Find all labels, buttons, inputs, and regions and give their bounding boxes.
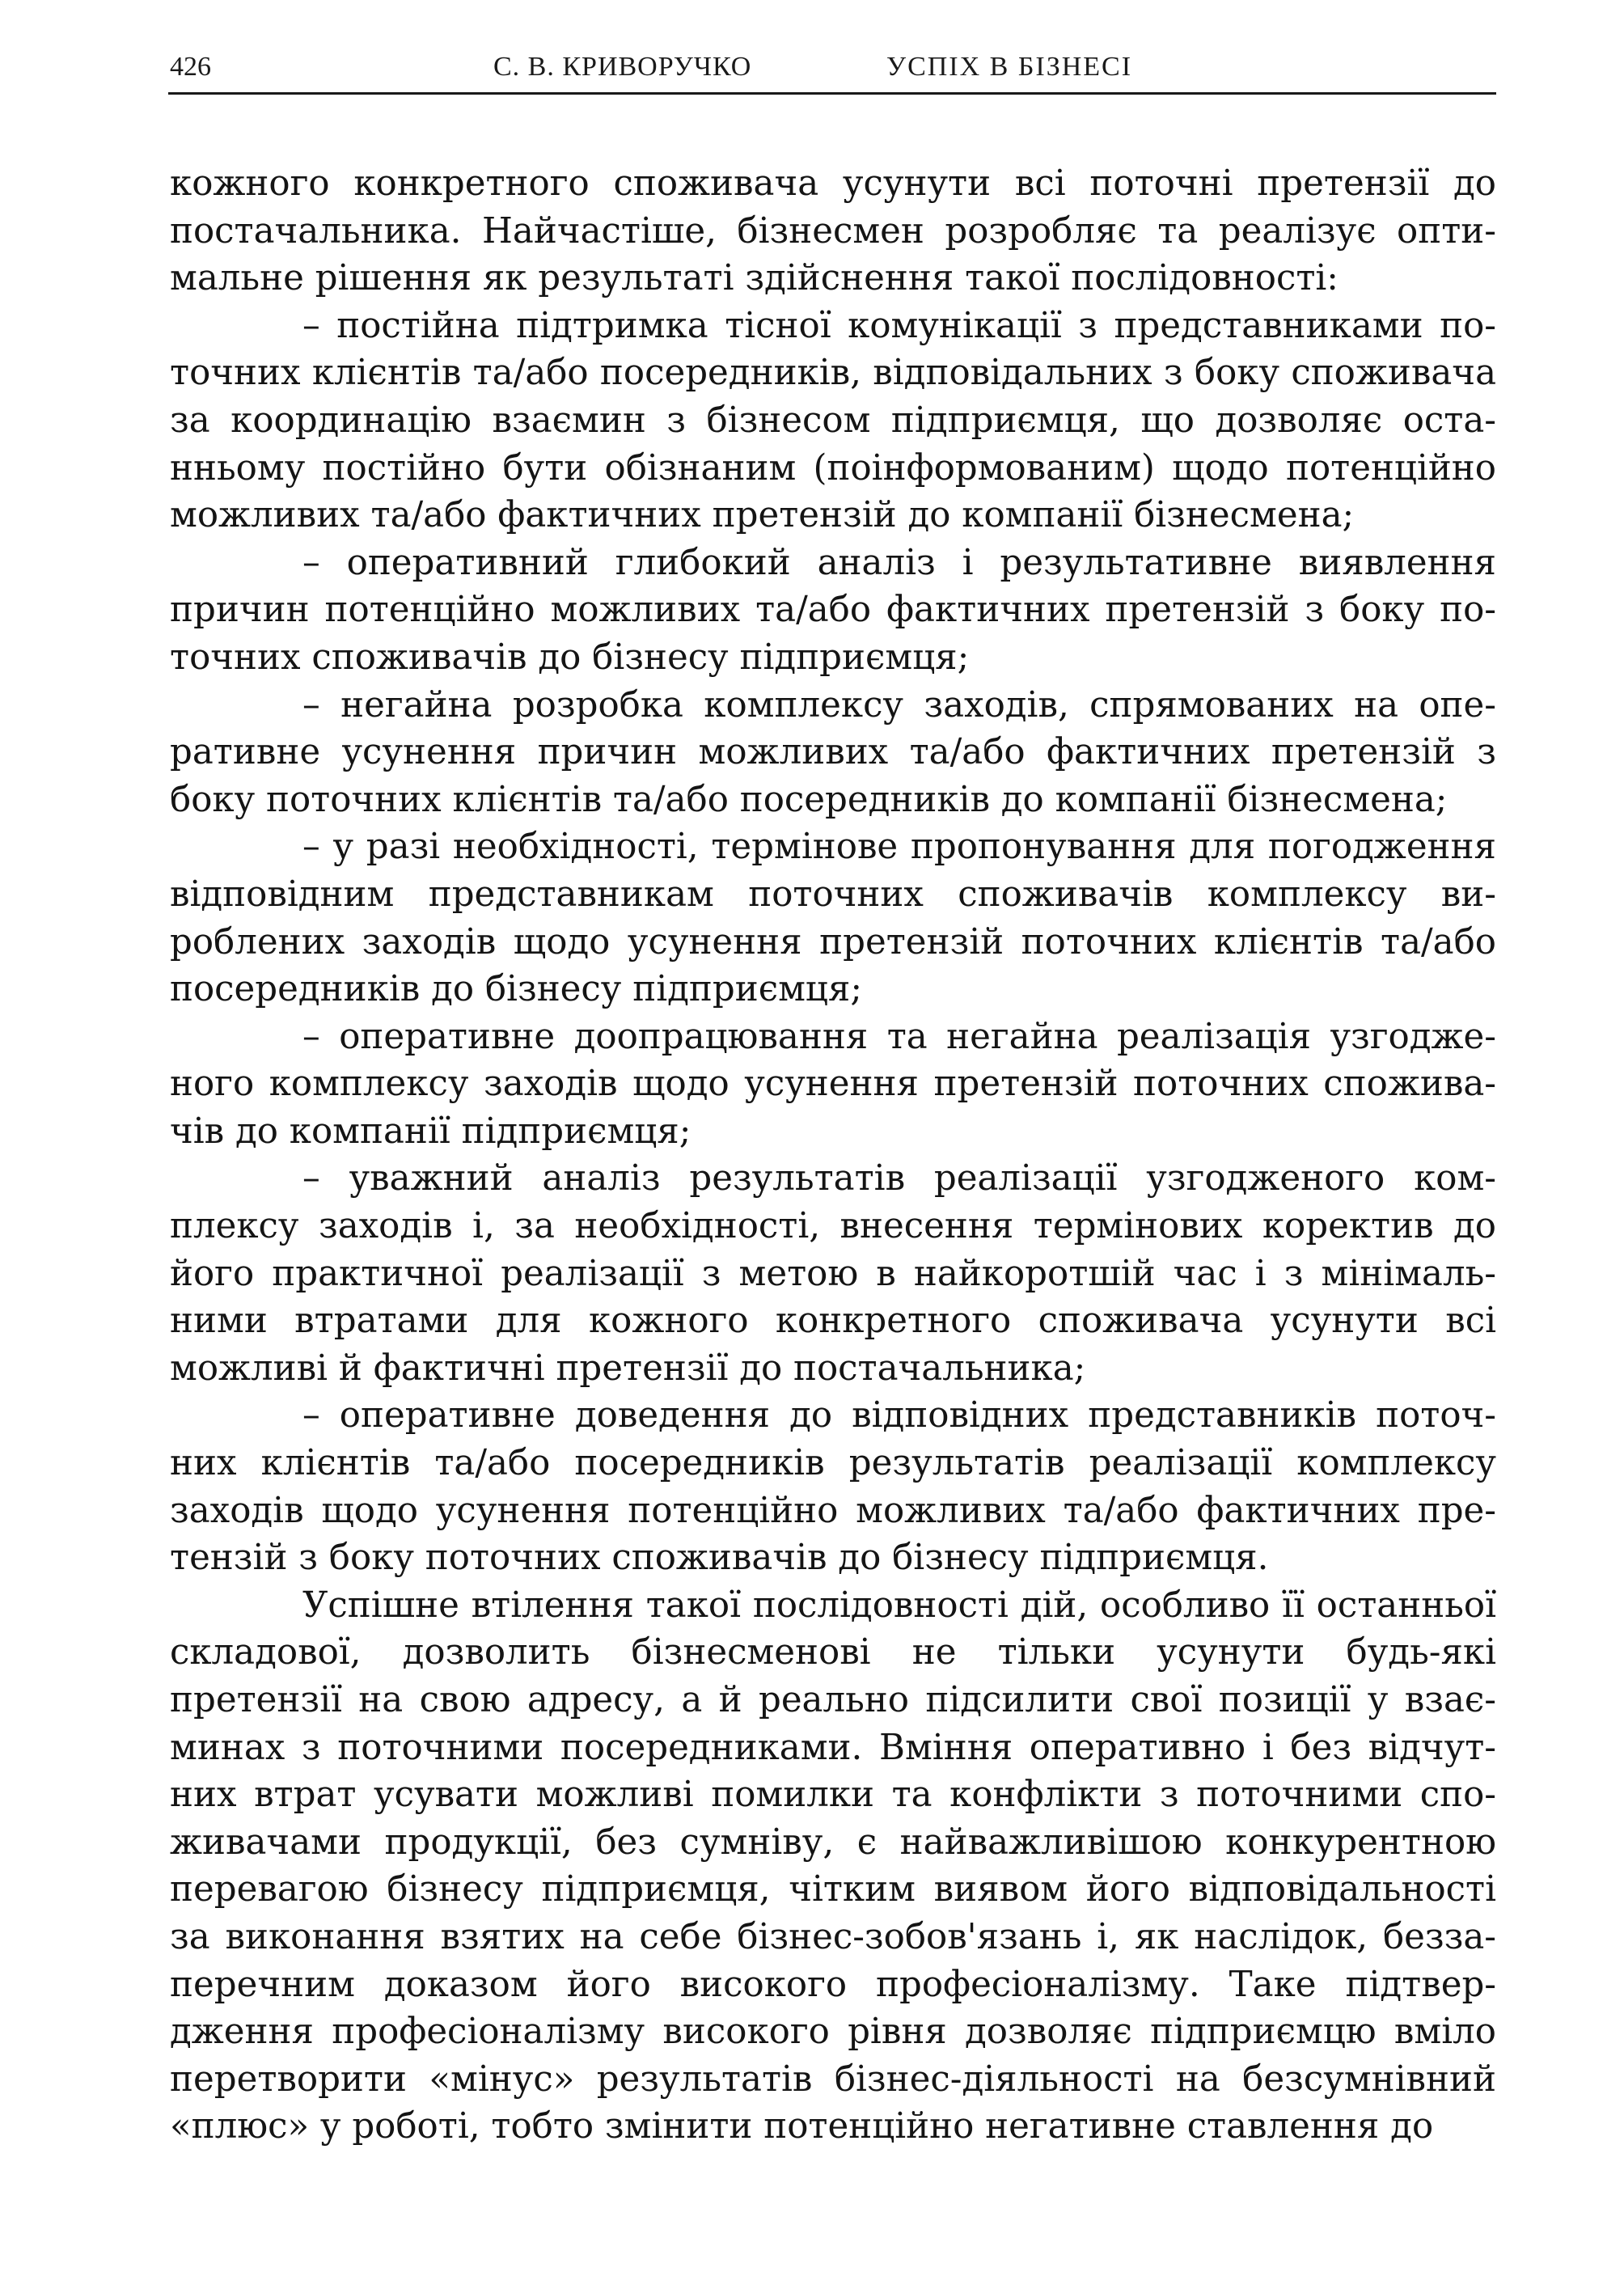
list-item: – негайна розробка комплексу заходів, спрямованих на оперативне усунення причин можливих та/або фактичних претензій з боку поточних клієнтів та/або посередників до компанії бізнесмена; — [170, 684, 1496, 820]
list-item: – оперативне доопрацювання та негайна реалізація узгодженого комплексу заходів щодо усунення претензій поточних споживачів до компанії підприємця; — [170, 1016, 1496, 1152]
header-book-title: УСПІХ В БІЗНЕСІ — [886, 52, 1133, 82]
list-item: – у разі необхідності, термінове пропонування для погодження відповідним представникам поточних споживачів комплексу вироблених заходів щодо усунення претензій поточних клієнтів та/або посередників до бізнесу підприємця; — [170, 827, 1496, 1010]
list-item: – оперативний глибокий аналіз і результативне виявлення причин потенційно можливих та/або фактичних претензій з боку поточних споживачів до бізнесу підприємця; — [170, 542, 1496, 678]
closing-paragraph: Успішне втілення такої послідовності дій, особливо її останньої складової, дозволить бізнесменові не тільки усунути будь-які претензії на свою адресу, а й реально підсилити свої позиції у взаєминах з поточними посередниками. Вміння оперативно і без відчутних втрат усувати можливі помилки та конфлікти з поточними споживачами продукції, без сумніву, є найважливішою конкурентною перевагою бізнесу підприємця, чітким виявом його відповідальності за виконання взятих на себе бізнес-зобов'язань і, як наслідок, беззаперечним доказом його високого професіоналізму. Таке підтвердження професіоналізму високого рівня дозволяє підприємцю вміло перетворити «мінус» результатів бізнес-діяльності на безсумнівний «плюс» у роботі, тобто змінити потенційно негативне ставлення до — [170, 1584, 1496, 2147]
page-number: 426 — [170, 52, 211, 82]
list-item: – постійна підтримка тісної комунікації з представниками поточних клієнтів та/або посередників, відповідальних з боку споживача за координацію взаємин з бізнесом підприємця, що дозволяє останньому постійно бути обізнаним (поінформованим) щодо потенційно можливих та/або фактичних претензій до компанії бізнесмена; — [170, 305, 1496, 536]
list-item: – уважний аналіз результатів реалізації узгодженого комплексу заходів і, за необхідності, внесення термінових коректив до його практичної реалізації з метою в найкоротшій час і з мінімальними втратами для кожного конкретного споживача усунути всі можливі й фактичні претензії до постачальника; — [170, 1158, 1496, 1389]
list-item: – оперативне доведення до відповідних представників поточних клієнтів та/або посередників результатів реалізації комплексу заходів щодо усунення потенційно можливих та/або фактичних претензій з боку поточних споживачів до бізнесу підприємця. — [170, 1395, 1496, 1579]
header-author: С. В. КРИВОРУЧКО — [493, 52, 752, 82]
body-text — [170, 160, 1496, 2151]
running-header — [168, 47, 1496, 95]
opening-paragraph: кожного конкретного споживача усунути всі поточні претензії до постачальника. Найчастіше, бізнесмен розробляє та реалізує оптимальне рішення як результаті здійснення такої послідовності: — [170, 163, 1496, 299]
